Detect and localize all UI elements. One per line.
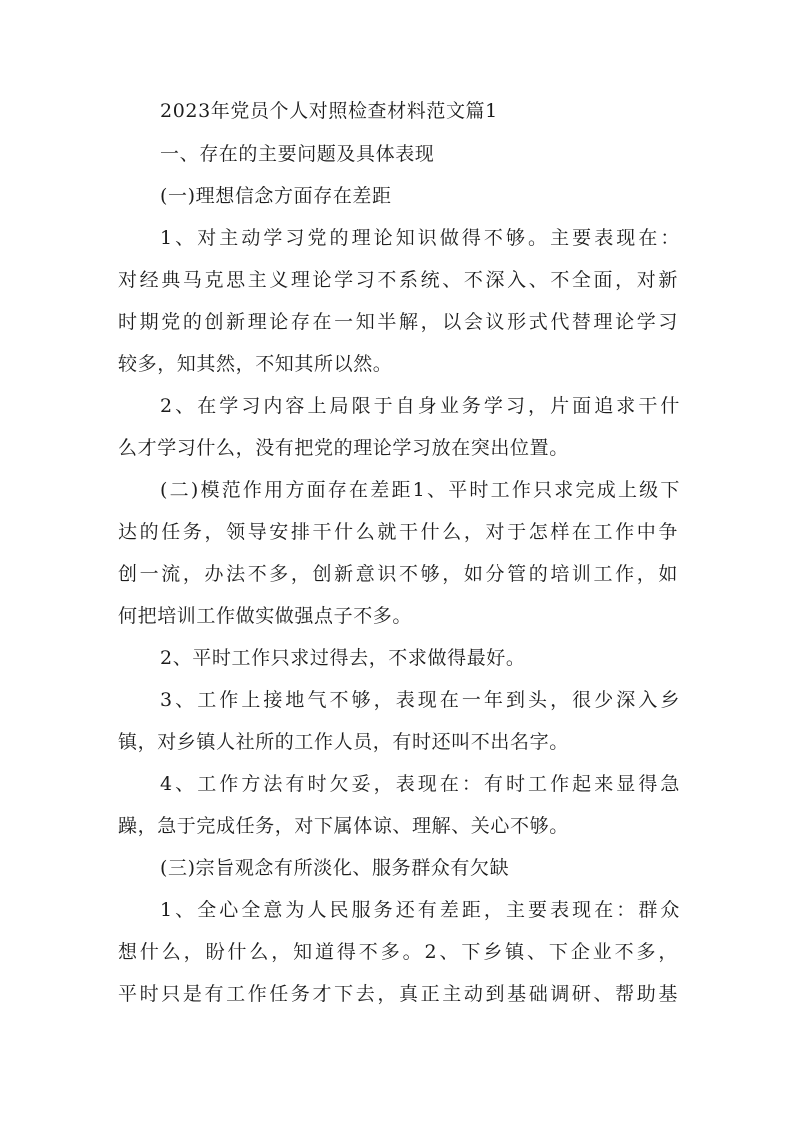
document-title: 2023年党员个人对照检查材料范文篇1: [160, 100, 498, 122]
paragraph-line: 对经典马克思主义理论学习不系统、不深入、不全面，对新: [118, 269, 678, 291]
paragraph-line: 镇，对乡镇人社所的工作人员，有时还叫不出名字。: [118, 731, 569, 753]
paragraph-line: 时期党的创新理论存在一知半解，以会议形式代替理论学习: [118, 311, 678, 333]
paragraph-line: 何把培训工作做实做强点子不多。: [118, 605, 413, 627]
paragraph-line: 2、在学习内容上局限于自身业务学习，片面追求干什: [160, 395, 680, 417]
paragraph-line: 1、对主动学习党的理论知识做得不够。主要表现在：: [160, 227, 680, 249]
paragraph-line: 躁，急于完成任务，对下属体谅、理解、关心不够。: [118, 815, 569, 837]
subsection-heading: (一)理想信念方面存在差距: [160, 185, 392, 207]
paragraph-line: 1、全心全意为人民服务还有差距，主要表现在：群众: [160, 899, 680, 921]
paragraph-line: 么才学习什么，没有把党的理论学习放在突出位置。: [118, 437, 569, 459]
paragraph-line: 创一流，办法不多，创新意识不够，如分管的培训工作，如: [118, 563, 678, 585]
paragraph-line: 达的任务，领导安排干什么就干什么，对于怎样在工作中争: [118, 521, 678, 543]
section-heading: 一、存在的主要问题及具体表现: [160, 143, 435, 165]
paragraph-line: 3、工作上接地气不够，表现在一年到头，很少深入乡: [160, 689, 680, 711]
paragraph-line: 平时只是有工作任务才下去，真正主动到基础调研、帮助基: [118, 983, 678, 1005]
paragraph-line: (二)模范作用方面存在差距1、平时工作只求完成上级下: [160, 479, 680, 501]
paragraph-line: 2、平时工作只求过得去，不求做得最好。: [160, 647, 526, 669]
paragraph-line: 4、工作方法有时欠妥，表现在：有时工作起来显得急: [160, 773, 680, 795]
paragraph-line: 想什么，盼什么，知道得不多。2、下乡镇、下企业不多，: [118, 941, 678, 963]
subsection-heading: (三)宗旨观念有所淡化、服务群众有欠缺: [160, 857, 510, 879]
paragraph-line: 较多，知其然，不知其所以然。: [118, 353, 393, 375]
